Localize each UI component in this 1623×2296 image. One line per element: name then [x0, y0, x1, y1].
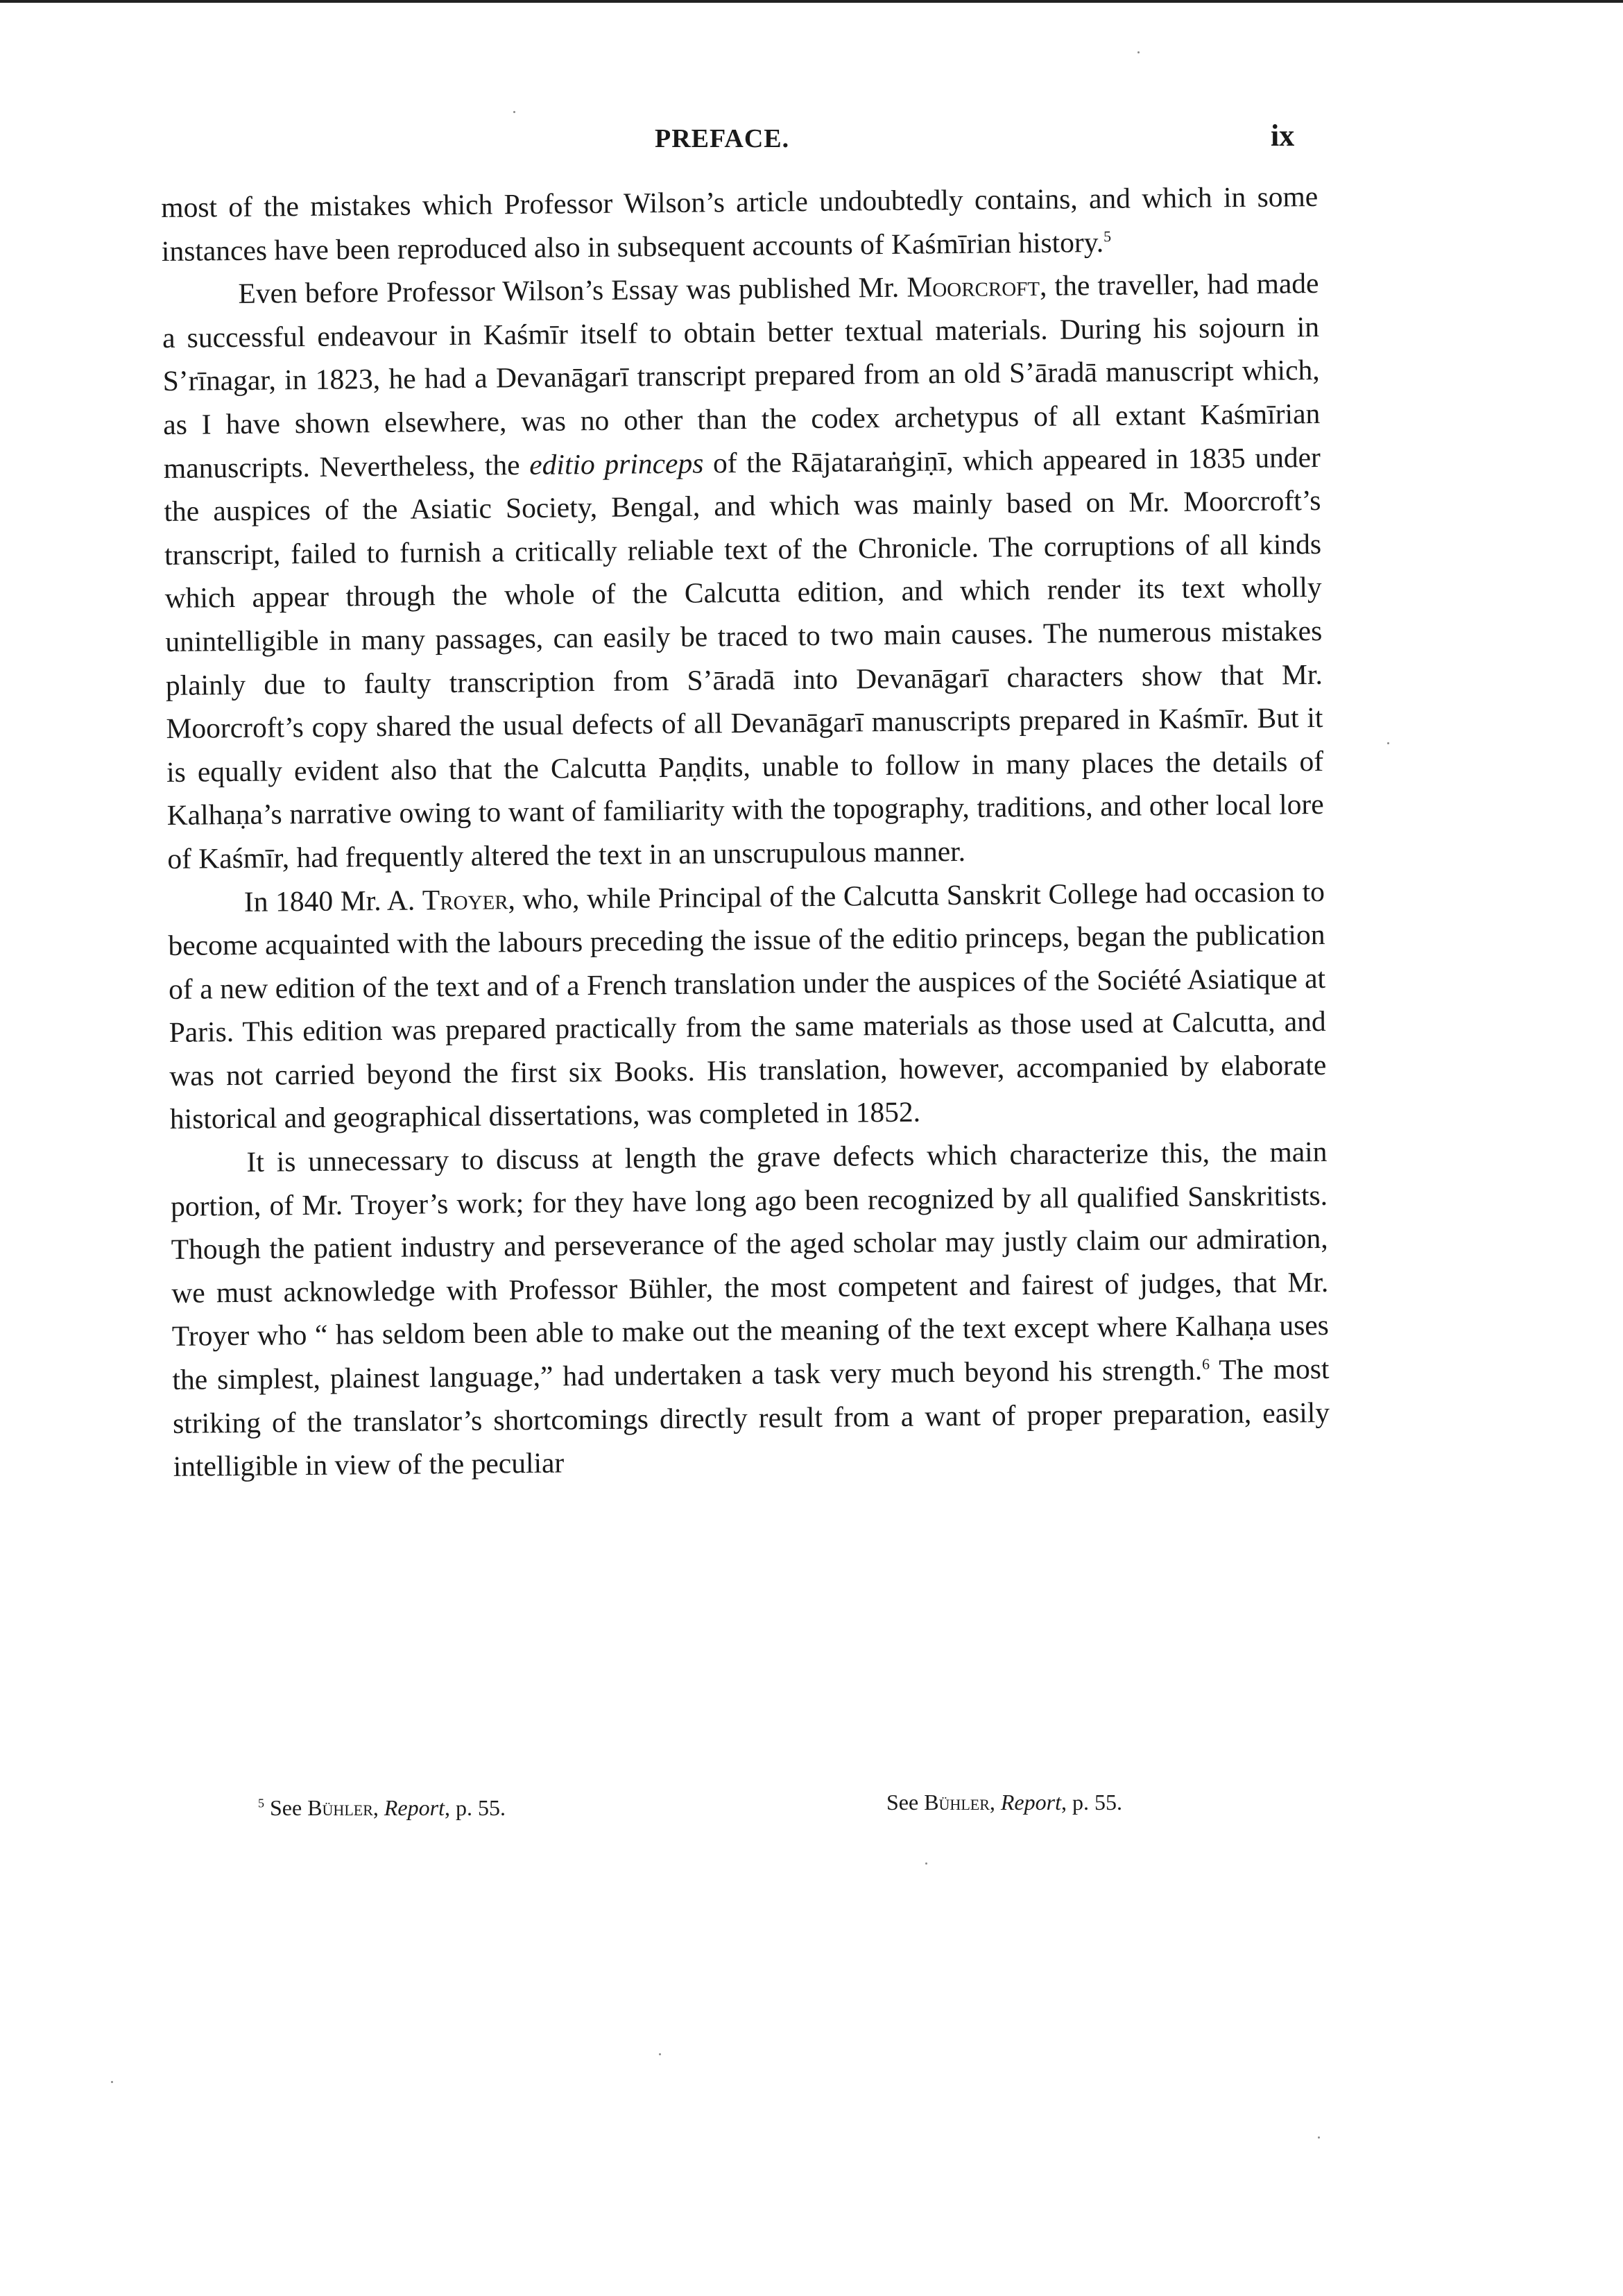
person-name-moorcroft: Moorcroft: [907, 270, 1040, 303]
paragraph-text: , who, while Principal of the Calcutta Sanskrit College had occasion to become acquainted with the labours preceding the issue of the editio princeps, began the publication of a new edition of the text and of a French translation under the auspices of the Société Asiatique at Paris. This edition was prepared practically from the same materials as those used at Calcutta, and was not carried beyond the first six Books. His translation, however, accompanied by elaborate historical and geographical dissertations, was completed in 1852.: [168, 875, 1327, 1136]
page-number: ix: [1271, 119, 1295, 153]
scan-speck: [925, 1862, 927, 1865]
paragraph-moorcroft: [162, 262, 1324, 880]
footnote-title: Report: [384, 1795, 445, 1820]
footnote-text: See: [270, 1795, 308, 1820]
paragraph-troyer: [168, 869, 1328, 1141]
scan-speck: [1137, 51, 1140, 53]
footnote-text: See: [886, 1790, 925, 1815]
paragraph-text: of the Rājataraṅgiṇī, which appeared in 1835 under the auspices of the Asiatic Society, Bengal, and which was mainly based on Mr. Moorcroft’s transcript, failed to furnish a critically reliable text of the Chronicle. The corruptions of all kinds which appear through the whole of the Calcutta edition, and which render its text wholly unintelligible in many passages, can easily be traced to two main causes. The numerous mistakes plainly due to faulty transcription from S’āradā into Devanāgarī characters show that Mr. Moorcroft’s copy shared the usual defects of all Devanāgarī manuscripts prepared in Kaśmīr. But it is equally evident also that the Calcutta Paṇḍits, unable to follow in many places the details of Kalhaṇa’s narrative owing to want of familiarity with the topography, traditions, and other local lore of Kaśmīr, had frequently altered the text in an unscrupulous manner.: [164, 440, 1324, 875]
paragraph-text: Even before Professor Wilson’s Essay was published Mr.: [238, 271, 907, 310]
person-name-troyer: Troyer: [422, 882, 508, 916]
footnote-reference-6: 6: [1201, 1355, 1210, 1373]
footnote-text: , p. 55.: [444, 1795, 506, 1820]
scan-speck: [659, 2053, 661, 2055]
scan-speck: [111, 2081, 113, 2083]
body-text: [161, 175, 1330, 1489]
paragraph-critique: [170, 1130, 1330, 1489]
footnotes: [0, 1790, 1623, 1831]
running-head: PREFACE.: [655, 124, 790, 153]
footnote-text: ,: [372, 1795, 384, 1820]
paragraph-continuation: [161, 175, 1319, 273]
footnote-reference-5: 5: [1103, 227, 1112, 245]
scan-speck: [513, 111, 515, 113]
paragraph-text: The most striking of the translator’s shortcomings directly result from a want of proper preparation, easily intelligible in view of the peculiar: [172, 1352, 1330, 1483]
footnote-marker-5: 5: [258, 1796, 264, 1810]
footnote-text: , p. 55.: [1060, 1790, 1122, 1815]
footnote-author: Bühler: [924, 1790, 990, 1815]
scan-top-edge: [0, 0, 1623, 3]
scan-speck: [1318, 2136, 1320, 2139]
paragraph-text: , the traveller, had made a successful endeavour in Kaśmīr itself to obtain better textual materials. During his sojourn in S’rīnagar, in 1823, he had a Devanāgarī transcript prepared from an old S’āradā manuscript which, as I have shown elsewhere, was no other than the codex archetypus of all extant Kaśmīrian manuscripts. Nevertheless, the: [162, 267, 1321, 484]
footnote-author: Bühler: [307, 1795, 373, 1820]
paragraph-text: In 1840 Mr. A.: [243, 883, 423, 918]
footnote-text: ,: [989, 1790, 1001, 1815]
italic-editio-princeps: editio princeps: [529, 447, 704, 481]
footnote-5: [258, 1795, 506, 1821]
scan-speck: [1387, 742, 1389, 744]
footnote-6: [886, 1790, 1122, 1815]
footnote-title: Report: [1000, 1790, 1061, 1815]
paragraph-text: It is unnecessary to discuss at length the grave defects which characterize this, the main portion, of Mr. Troyer’s work; for they have long ago been recognized by all qualified Sanskritists. Though the patient industry and perseverance of the aged scholar may justly claim our admiration, we must acknowledge with Professor Bühler, the most competent and fairest of judges, that Mr. Troyer who “ has seldom been able to make out the meaning of the text except where Kalhaṇa uses the simplest, plainest language,” had undertaken a task very much beyond his strength.: [170, 1135, 1330, 1396]
paragraph-text: most of the mistakes which Professor Wilson’s article undoubtedly contains, and which in some instances have been reproduced also in subsequent accounts of Kaśmīrian history.: [161, 180, 1319, 267]
page-header: [0, 118, 1623, 166]
